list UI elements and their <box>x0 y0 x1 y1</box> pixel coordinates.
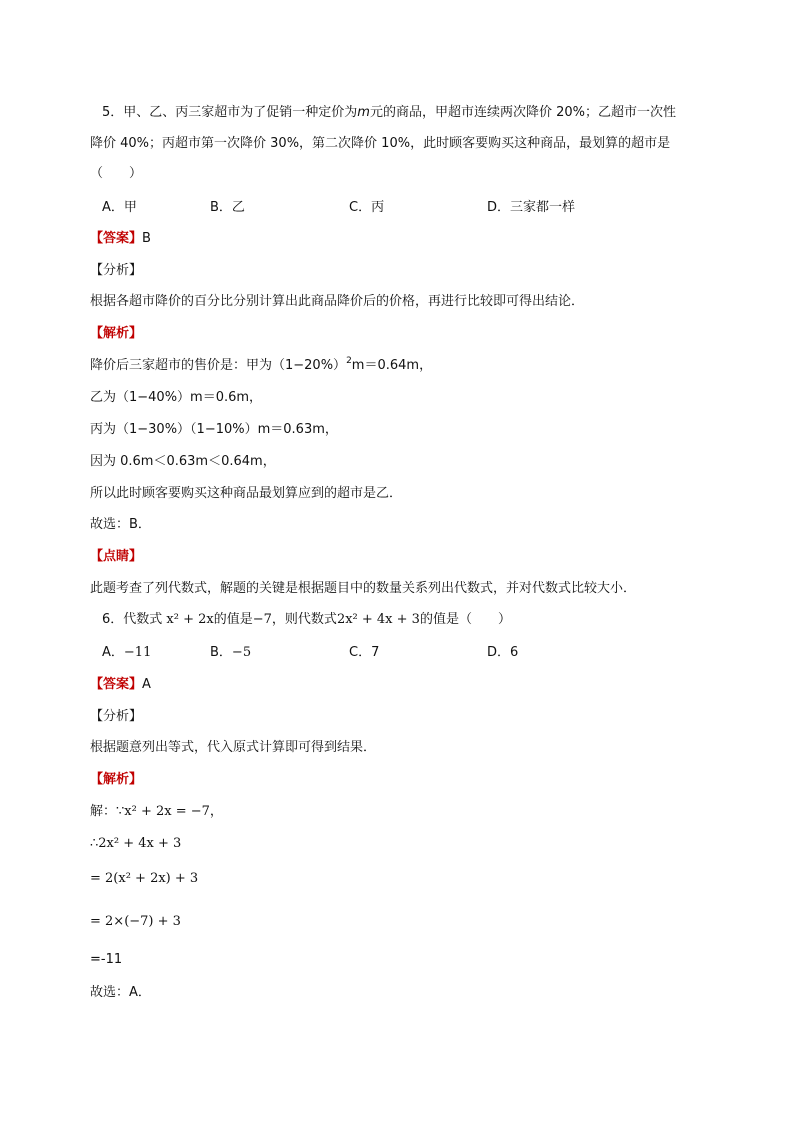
q5-solution-line3: 丙为（1−30%）（1−10%）m＝0.63m， <box>90 422 338 437</box>
q6-option-c: C．7 <box>349 645 380 660</box>
answer-label: 【答案】 <box>90 677 143 692</box>
q5-stem-line3: （ ） <box>90 166 143 181</box>
q5-analysis-label: 【分析】 <box>90 263 143 278</box>
q5-solution-line4: 因为 0.6m＜0.63m＜0.64m， <box>90 454 276 469</box>
q5-analysis-text: 根据各超市降价的百分比分别计算出此商品降价后的价格，再进行比较即可得出结论． <box>90 294 585 309</box>
q5-solution-line2: 乙为（1−40%）m＝0.6m， <box>90 390 263 405</box>
q6-step2: ∴2x² + 4x + 3 <box>90 836 182 851</box>
q6-final: 故选：A． <box>90 985 151 1000</box>
q6-stem: 6．代数式 x² + 2x的值是−7，则代数式2x² + 4x + 3的值是（ ） <box>102 612 511 627</box>
q6-solution-label: 【解析】 <box>90 772 143 787</box>
q6-step3: = 2(x² + 2x) + 3 <box>90 871 199 886</box>
q6-analysis-label: 【分析】 <box>90 709 143 724</box>
answer-label: 【答案】 <box>90 231 143 246</box>
q6-analysis-text: 根据题意列出等式，代入原式计算即可得到结果． <box>90 740 377 755</box>
q5-stem-line1: 5．甲、乙、丙三家超市为了促销一种定价为m元的商品，甲超市连续两次降价 20%；乙超市一次性 <box>102 105 676 120</box>
q6-step4: = 2×(−7) + 3 <box>90 914 181 929</box>
q6-option-d: D．6 <box>487 645 519 660</box>
q5-option-c: C．丙 <box>349 200 385 215</box>
q6-option-a: A．−11 <box>102 645 152 660</box>
q5-answer: 【答案】B <box>90 231 151 246</box>
q5-comment-text: 此题考查了列代数式，解题的关键是根据题目中的数量关系列出代数式，并对代数式比较大小． <box>90 581 637 596</box>
q5-solution-label: 【解析】 <box>90 326 143 341</box>
q5-comment-label: 【点睛】 <box>90 549 143 564</box>
expr-x2-2x: x² + 2x <box>166 612 214 627</box>
q5-solution-line1: 降价后三家超市的售价是：甲为$(1-20\%)^2m=0.64m$， <box>90 356 433 373</box>
q5-option-d: D．三家都一样 <box>487 200 576 215</box>
q5-solution-line5: 所以此时顾客要购买这种商品最划算应到的超市是乙． <box>90 486 403 501</box>
q6-option-b: B．−5 <box>210 645 252 660</box>
q6-step1: 解：∵x² + 2x = −7， <box>90 804 223 819</box>
q5-option-a: A．甲 <box>102 200 137 215</box>
q5-solution-line6: 故选：B． <box>90 517 151 532</box>
var-m: m <box>357 105 370 120</box>
q6-step5: =-11 <box>90 952 123 967</box>
expr-2x2-4x-3: 2x² + 4x + 3 <box>336 612 420 627</box>
q5-option-b: B．乙 <box>210 200 245 215</box>
q5-stem-line2: 降价 40%；丙超市第一次降价 30%，第二次降价 10%，此时顾客要购买这种商品，最划算的超市是 <box>90 136 671 151</box>
q6-answer: 【答案】A <box>90 677 151 692</box>
